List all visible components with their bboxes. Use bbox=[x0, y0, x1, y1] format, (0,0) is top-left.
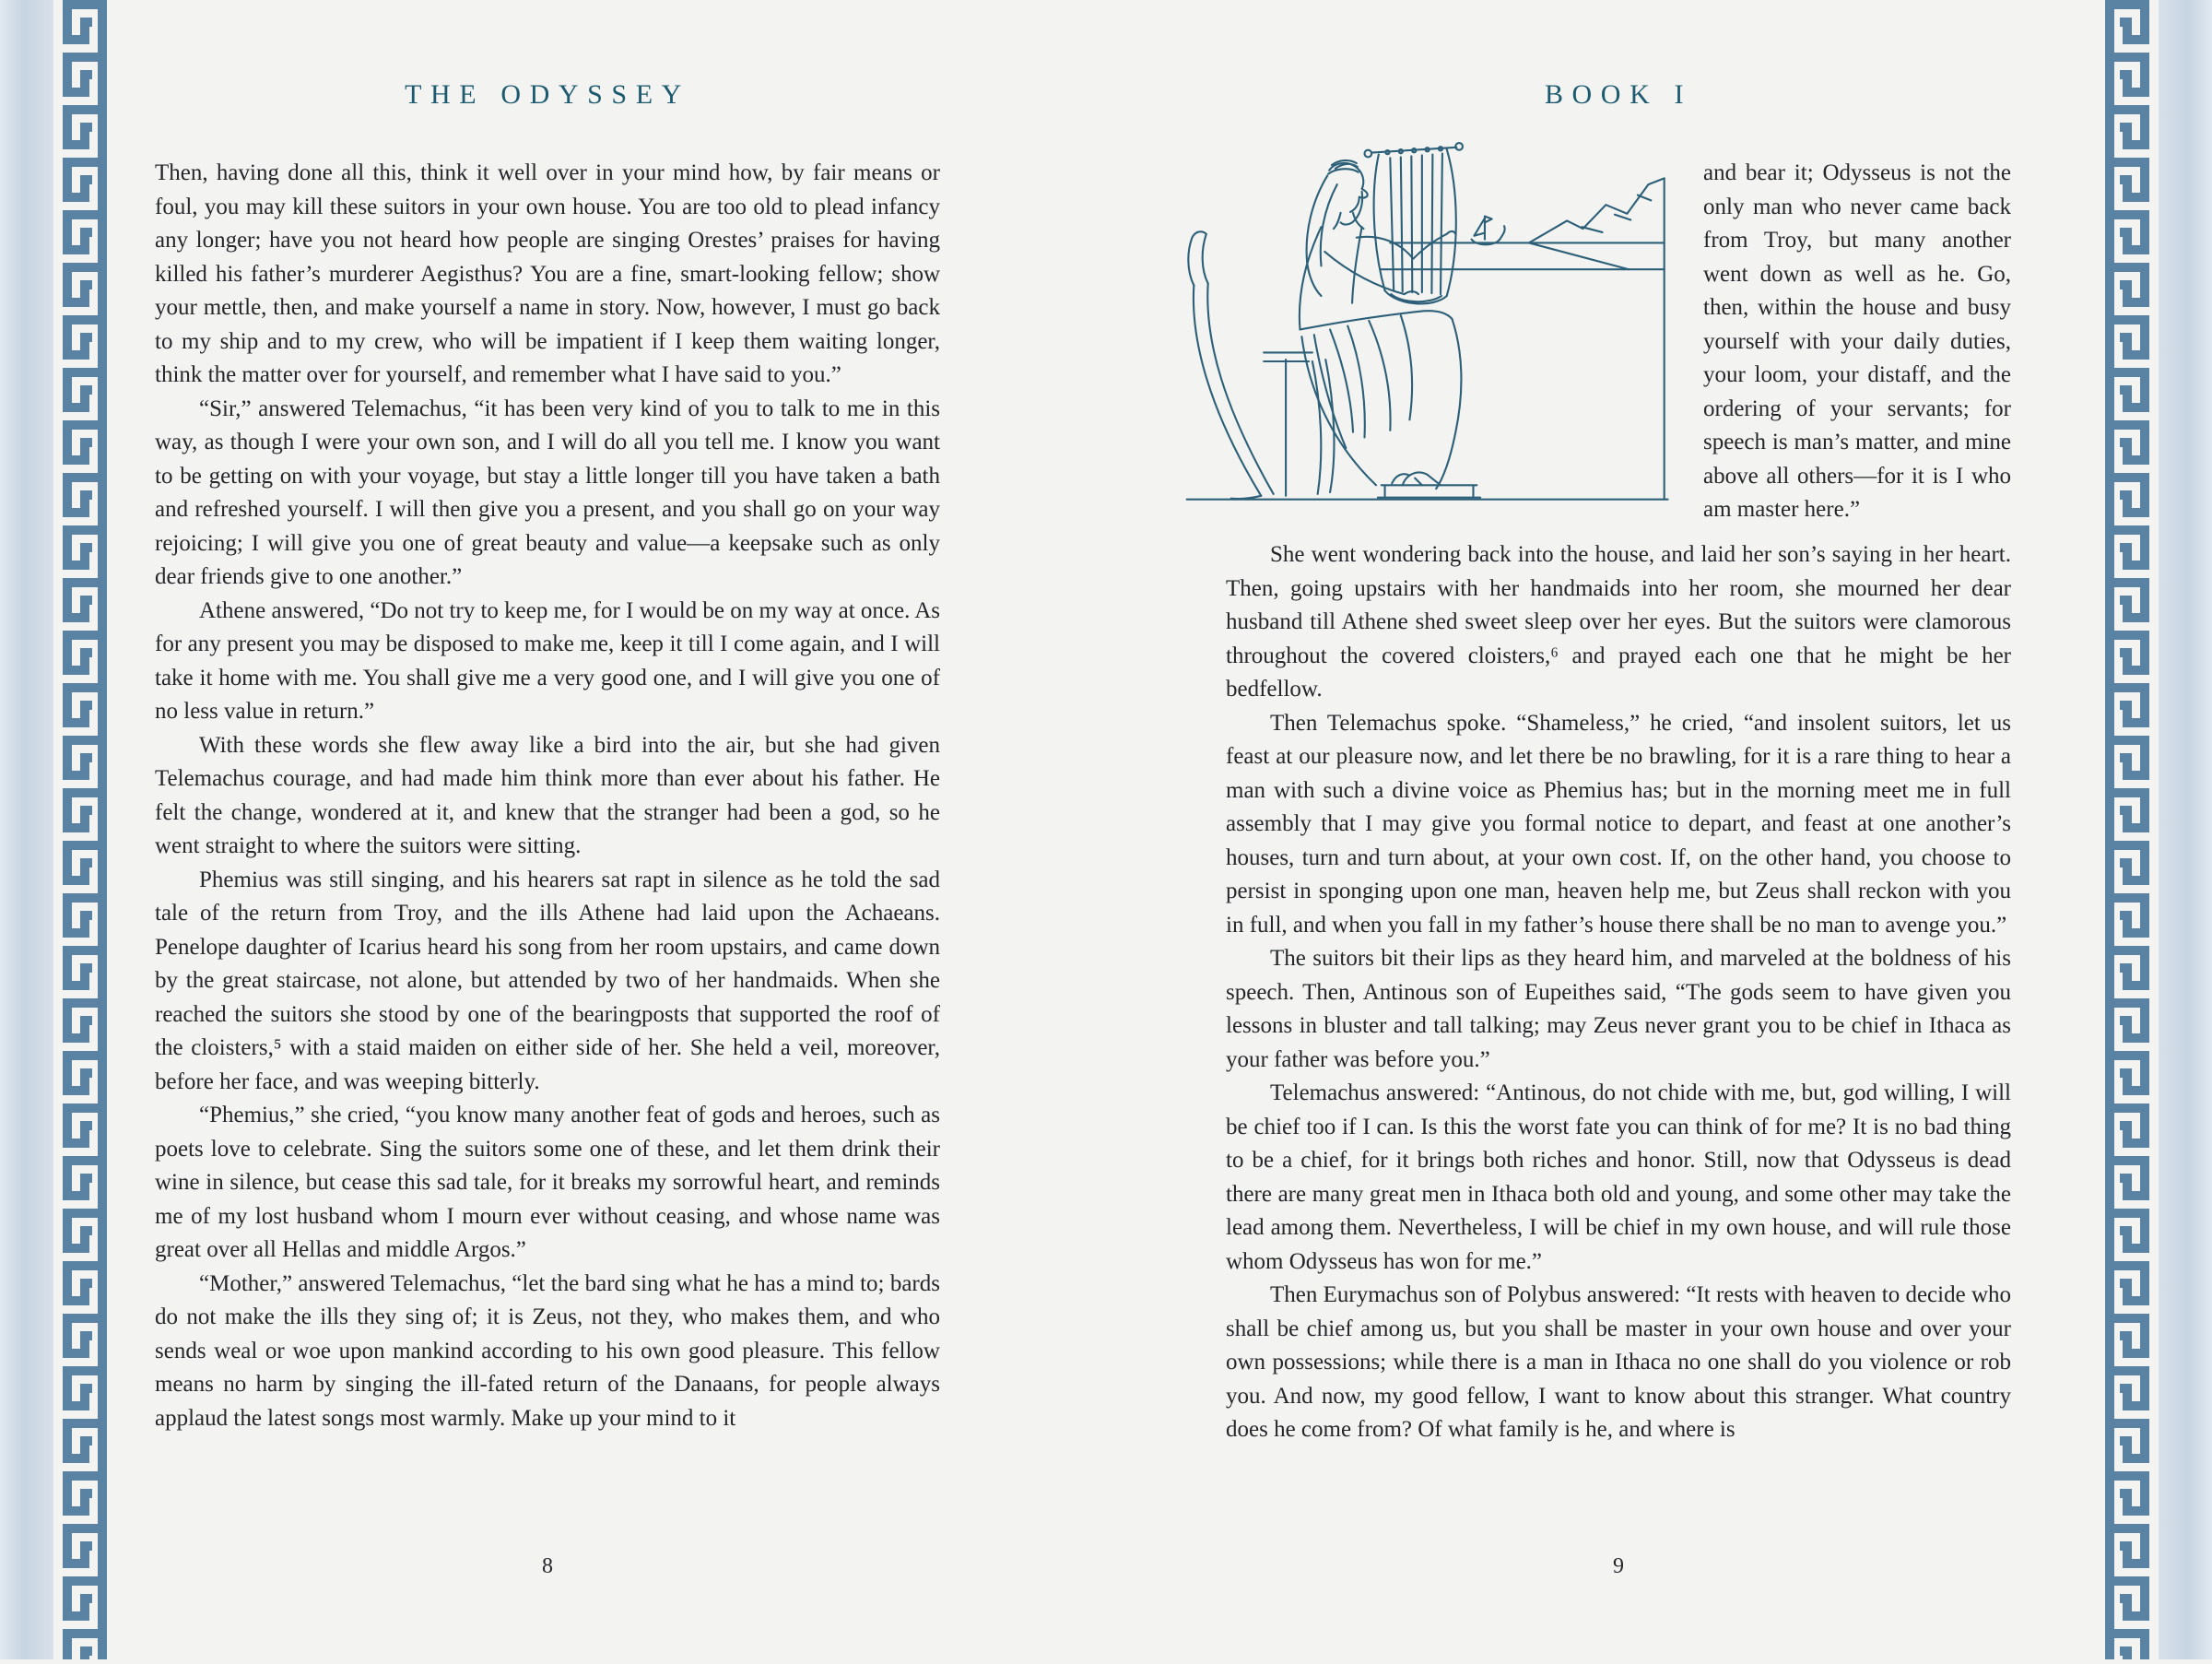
page-edge-right bbox=[2159, 0, 2212, 1659]
right-page-text bbox=[1226, 157, 2011, 1447]
right-page-paragraphs bbox=[1226, 538, 2011, 1447]
ship-icon bbox=[1472, 217, 1505, 245]
left-page bbox=[155, 0, 940, 1659]
klismos-chair bbox=[1188, 231, 1334, 499]
left-page-text bbox=[155, 157, 940, 1435]
paragraph: Phemius was still singing, and his hearers sat rapt in silence as he told the sad tale of the return from Troy, and the ills Athene had laid upon the Achaeans. Penelope daughter of Icarius heard his song from her room upstairs, and came down by the great staircase, not alone, but attended by two of her handmaids. When she reached the suitors she stood by one of the bearingposts that supported the roof of the cloisters,⁵ with a staid maiden on either side of her. She held a veil, moreover, before her face, and was weeping bitterly. bbox=[155, 867, 940, 1094]
page-number-right: 9 bbox=[1613, 1554, 1624, 1578]
right-page bbox=[1226, 0, 2011, 1659]
running-head-right: BOOK I bbox=[1544, 79, 1693, 110]
coastline bbox=[1382, 178, 1665, 499]
paragraph: She went wondering back into the house, and laid her son’s saying in her heart. Then, going upstairs with her handmaids into her room, she mourned her dear husband till Athene shed sweet sleep over her eyes. But the suitors were clamorous throughout the covered cloisters,⁶ and prayed each one that he might be her bedfellow. bbox=[1226, 542, 2011, 702]
greek-key-border-left bbox=[59, 0, 107, 1659]
paragraph: “Sir,” answered Telemachus, “it has been very kind of you to talk to me in this way, as though I were your own son, and I will do all you tell me. I know you want to be getting on with your voyage, but stay a little longer till you have taken a bath and refreshed yourself. I will then give you a present, and you shall go on your way rejoicing; I will give you one of great beauty and value—a keepsake such as only dear friends give to one another.” bbox=[155, 395, 940, 589]
lyre bbox=[1364, 143, 1462, 303]
paragraph: Then Telemachus spoke. “Shameless,” he cried, “and insolent suitors, let us feast at our pleasure now, and let there be no brawling, for it is a rare thing to hear a man with such a divine voice as Phemius has; but in the morning meet me in full assembly that I may give you formal notice to depart, and feast at one another’s houses, turn and turn about, at your own cost. If, on the other hand, you choose to persist in sponging upon one man, heaven help me, but Zeus shall reckon with you in full, and when you fall in my father’s house there shall be no man to avenge you.” bbox=[1226, 710, 2011, 938]
paragraph: Then, having done all this, think it well over in your mind how, by fair means or foul, you may kill these suitors in your own house. You are too old to plead infancy any longer; have you not heard how people are singing Orestes’ praises for having killed his father’s murderer Aegisthus? You are a fine, smart-looking fellow; show your mettle, then, and make yourself a name in story. Now, however, I must go back to my ship and to my crew, who will be impatient if I keep them waiting longer, think the matter over for yourself, and remember what I have said to you.” bbox=[155, 160, 940, 387]
paragraph: “Phemius,” she cried, “you know many another feat of gods and heroes, such as poets love to celebrate. Sing the suitors some one of these, and let them drink their wine in silence, but cease this sad tale, for it breaks my sorrowful heart, and reminds me of my lost husband whom I mourn ever without ceasing, and whose name was great over all Hellas and middle Argos.” bbox=[155, 1103, 940, 1262]
page-edge-left bbox=[0, 0, 53, 1659]
bard-lyre-illustration bbox=[1180, 138, 1679, 525]
paragraph: With these words she flew away like a bird into the air, but she had given Telemachus courage, and had made him think more than ever about his father. He felt the change, wondered at it, and knew that the stranger had been a god, so he went straight to where the suitors were sitting. bbox=[155, 732, 940, 858]
running-head-left: THE ODYSSEY bbox=[405, 79, 690, 110]
paragraph: Athene answered, “Do not try to keep me, for I would be on my way at once. As for any present you may be disposed to make me, keep it till I come again, and I will take it home with me. You shall give me a very good one, and I will give you one of no less value in return.” bbox=[155, 597, 940, 724]
paragraph: “Mother,” answered Telemachus, “let the bard sing what he has a mind to; bards do not make the ills they sing of; it is Zeus, not they, who makes them, and who sends weal or woe upon mankind according to his own good pleasure. This fellow means no harm by singing the ill-fated return of the Danaans, for people always applaud the latest songs most warmly. Make up your mind to it bbox=[155, 1270, 940, 1431]
page-number-left: 8 bbox=[542, 1554, 553, 1578]
wrap-paragraph: and bear it; Odysseus is not the only man who never came back from Troy, but many another went down as well as he. Go, then, within the house and busy yourself with your daily duties, your loom, your distaff, and the ordering of your servants; for speech is man’s matter, and mine above all others—for it is I who am master here.” bbox=[1703, 160, 2011, 522]
paragraph: Then Eurymachus son of Polybus answered: “It rests with heaven to decide who shall be chief among us, but you shall be master in your own house and over your own possessions; while there is a man in Ithaca no one shall do you violence or rob you. And now, my good fellow, I want to know about this stranger. What country does he come from? Of what family is he, and where is bbox=[1226, 1282, 2011, 1442]
paragraph: Telemachus answered: “Antinous, do not chide with me, but, god willing, I will be chief too if I can. Is this the worst fate you can think of for me? It is no bad thing to be a chief, for it brings both riches and honor. Still, now that Odysseus is dead there are many great men in Ithaca both old and young, and some other may take the lead among them. Nevertheless, I will be chief in my own house, and will rule those whom Odysseus has won for me.” bbox=[1226, 1080, 2011, 1274]
bard-figure bbox=[1300, 160, 1462, 489]
footstool bbox=[1378, 485, 1480, 497]
greek-key-border-right bbox=[2105, 0, 2153, 1659]
paragraph: The suitors bit their lips as they heard him, and marveled at the boldness of his speech. Then, Antinous son of Eupeithes said, “The gods seem to have given you lessons in bluster and tall talking; may Zeus never grant you to be chief in Ithaca as your father was before you.” bbox=[1226, 946, 2011, 1072]
